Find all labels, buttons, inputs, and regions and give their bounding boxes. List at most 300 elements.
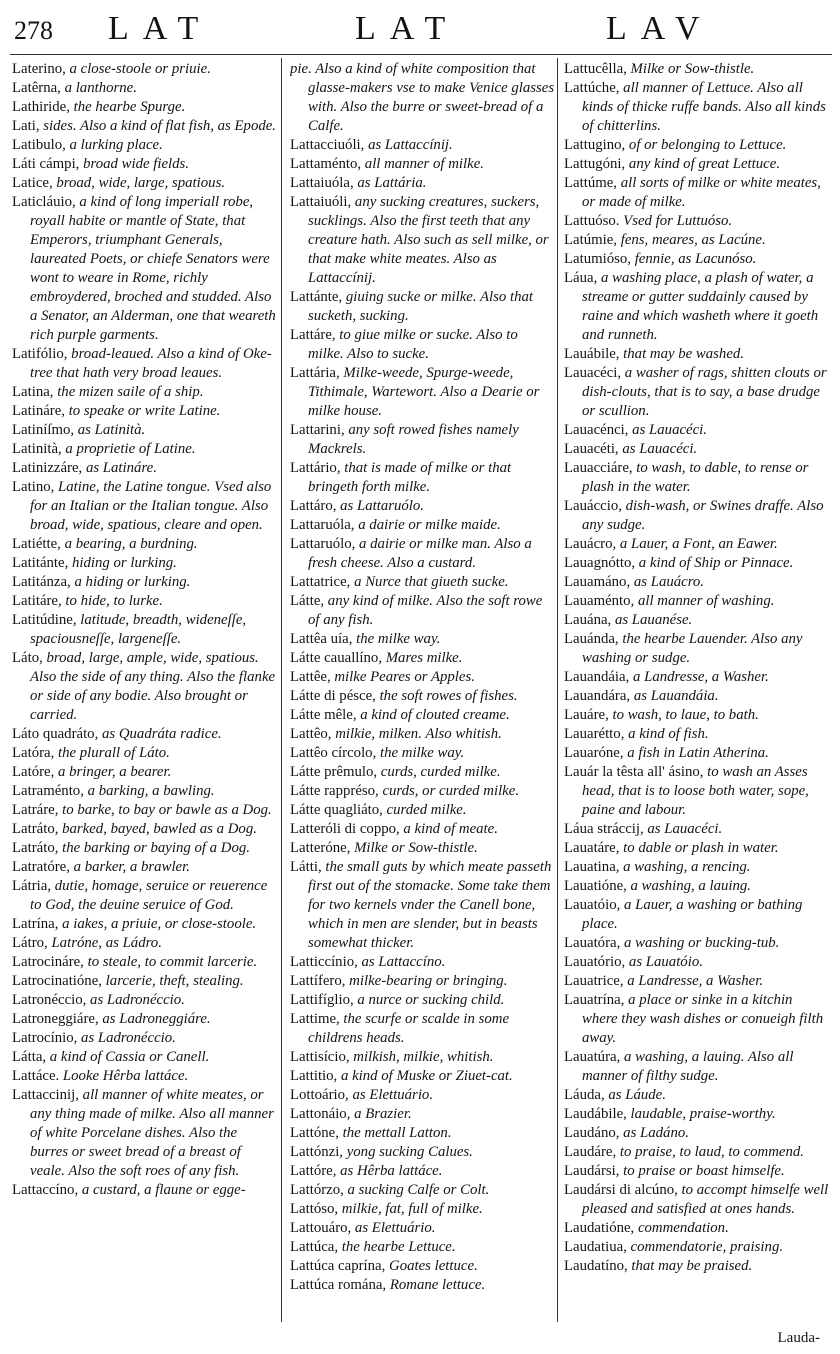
dictionary-entry bbox=[564, 174, 829, 212]
entry-headword: Laterino, bbox=[12, 61, 66, 77]
entry-definition: to giue milke or sucke. Also to milke. Also to sucke. bbox=[308, 327, 518, 362]
entry-headword: Lauáre, bbox=[564, 707, 609, 723]
dictionary-entry bbox=[12, 1029, 277, 1048]
entry-definition: a dairie or milke maide. bbox=[354, 517, 501, 533]
dictionary-entry bbox=[564, 896, 829, 934]
dictionary-entry bbox=[564, 60, 829, 79]
dictionary-entry bbox=[290, 725, 555, 744]
dictionary-entry bbox=[12, 991, 277, 1010]
entry-definition: Milke or Sow-thistle. bbox=[350, 840, 478, 856]
dictionary-entry bbox=[290, 1086, 555, 1105]
entry-headword: Latráto, bbox=[12, 821, 59, 837]
dictionary-entry bbox=[564, 1048, 829, 1086]
entry-headword: Láto quadráto, bbox=[12, 726, 99, 742]
dictionary-entry bbox=[290, 1276, 555, 1295]
entry-headword: Lauatóra, bbox=[564, 935, 621, 951]
dictionary-entry bbox=[564, 592, 829, 611]
entry-headword: Láua stráccij, bbox=[564, 821, 644, 837]
entry-headword: Lattaruóla, bbox=[290, 517, 355, 533]
dictionary-entry bbox=[290, 288, 555, 326]
entry-definition: a kind of long imperiall robe, royall habite or mantle of State, that Emperors, triumphant Generals, laureated Poets, or chiefe Senators were wont to weare in Rome, richly embroydered, broched and studded. Also a Senator, an Alderman, one that weareth rich purple garments. bbox=[30, 194, 276, 343]
entry-headword: Latráre, bbox=[12, 802, 59, 818]
entry-definition: to dable or plash in water. bbox=[619, 840, 779, 856]
entry-headword: Lattitio, bbox=[290, 1068, 338, 1084]
dictionary-entry bbox=[290, 326, 555, 364]
entry-headword: Latrína, bbox=[12, 916, 59, 932]
entry-definition: a washer of rags, shitten clouts or dish-clouts, that is to say, a base drudge or scullion. bbox=[582, 365, 827, 419]
entry-definition: dutie, homage, seruice or reuerence to God, the deuine seruice of God. bbox=[30, 878, 268, 913]
dictionary-entry bbox=[564, 345, 829, 364]
column-divider-1 bbox=[281, 58, 282, 1322]
dictionary-entry bbox=[12, 744, 277, 763]
entry-definition: a washing, a lauing. Also all manner of filthy sudge. bbox=[582, 1049, 794, 1084]
dictionary-entry bbox=[12, 117, 277, 136]
column-2 bbox=[290, 60, 555, 1330]
dictionary-entry bbox=[290, 782, 555, 801]
entry-definition: the soft rowes of fishes. bbox=[375, 688, 518, 704]
entry-headword: Lattaruólo, bbox=[290, 536, 356, 552]
dictionary-entry bbox=[12, 611, 277, 649]
entry-headword: Latratóre, bbox=[12, 859, 70, 875]
dictionary-entry bbox=[564, 991, 829, 1048]
entry-definition: as Latinità. bbox=[74, 422, 146, 438]
entry-headword: Lattugino, bbox=[564, 137, 626, 153]
entry-definition: as Quadráta radice. bbox=[98, 726, 222, 742]
entry-headword: Lauáccio, bbox=[564, 498, 622, 514]
entry-headword: Lattonáio, bbox=[290, 1106, 351, 1122]
entry-headword: Latóre, bbox=[12, 764, 55, 780]
entry-headword: Lattêo, bbox=[290, 726, 332, 742]
entry-definition: a lanthorne. bbox=[60, 80, 137, 96]
entry-definition: the small guts by which meate passeth first out of the stomacke. Some take them for two kernels vnder the Canell bone, which in men are slender, but in beasts somewhat thicker. bbox=[308, 859, 552, 951]
entry-definition: as Latináre. bbox=[82, 460, 157, 476]
entry-headword: Laudatiua, bbox=[564, 1239, 627, 1255]
running-head-right: LAV bbox=[606, 10, 714, 47]
entry-headword: Latroneggiáre, bbox=[12, 1011, 99, 1027]
dictionary-entry bbox=[290, 592, 555, 630]
entry-definition: milkish, milkie, whitish. bbox=[349, 1049, 494, 1065]
entry-definition: a lurking place. bbox=[65, 137, 163, 153]
entry-definition: a kind of Cassia or Canell. bbox=[46, 1049, 210, 1065]
entry-headword: Lattúca, bbox=[290, 1239, 339, 1255]
dictionary-entry bbox=[290, 858, 555, 953]
dictionary-entry bbox=[290, 630, 555, 649]
entry-definition: as Lattaruólo. bbox=[336, 498, 424, 514]
entry-headword: Latraménto, bbox=[12, 783, 84, 799]
dictionary-entry bbox=[564, 611, 829, 630]
dictionary-entry bbox=[290, 516, 555, 535]
entry-definition: all manner of white meates, or any thing made of milke. Also all manner of white Porcelane dishes. Also the burres or sweet bread of a breast of veale. Also the soft roes of any fish. bbox=[30, 1087, 274, 1179]
dictionary-entry bbox=[564, 364, 829, 421]
entry-definition: to steale, to commit larcerie. bbox=[83, 954, 258, 970]
dictionary-entry bbox=[290, 136, 555, 155]
entry-definition: a Lauer, a Font, an Eawer. bbox=[616, 536, 778, 552]
dictionary-entry bbox=[564, 79, 829, 136]
dictionary-entry bbox=[564, 668, 829, 687]
entry-headword: Laudársi, bbox=[564, 1163, 620, 1179]
entry-headword: Lattóne, bbox=[290, 1125, 339, 1141]
entry-definition: latitude, breadth, wideneſſe, spaciousneſſe, largeneſſe. bbox=[30, 612, 247, 647]
entry-definition: as Lattaccíno. bbox=[357, 954, 446, 970]
entry-headword: Látti, bbox=[290, 859, 322, 875]
entry-headword: Lattifíglio, bbox=[290, 992, 354, 1008]
dictionary-entry bbox=[12, 60, 277, 79]
entry-definition: as Ladáno. bbox=[619, 1125, 689, 1141]
dictionary-entry bbox=[12, 402, 277, 421]
entry-definition: all manner of Lettuce. Also all kinds of thicke ruffe bands. Also all kinds of chitterlins. bbox=[582, 80, 826, 134]
entry-headword: Lati, bbox=[12, 118, 40, 134]
entry-headword: Látro, bbox=[12, 935, 48, 951]
dictionary-entry bbox=[290, 1238, 555, 1257]
dictionary-entry bbox=[290, 1105, 555, 1124]
entry-definition: a Lauer, a washing or bathing place. bbox=[582, 897, 803, 932]
dictionary-entry bbox=[564, 725, 829, 744]
entry-definition: any soft rowed fishes namely Mackrels. bbox=[308, 422, 519, 457]
entry-definition: pie. Also a kind of white composition that glasse-makers vse to make Venice glasses with. Also the burre or sweet-bread of a Calfe. bbox=[290, 61, 555, 134]
entry-headword: Lattúca caprína, bbox=[290, 1258, 386, 1274]
entry-headword: Lattóre, bbox=[290, 1163, 337, 1179]
entry-headword: Lattacciuóli, bbox=[290, 137, 365, 153]
entry-definition: dish-wash, or Swines draffe. Also any sudge. bbox=[582, 498, 824, 533]
dictionary-entry bbox=[290, 801, 555, 820]
dictionary-entry bbox=[12, 915, 277, 934]
entry-headword: Laudatíno, bbox=[564, 1258, 628, 1274]
entry-definition: any kind of milke. Also the soft rowe of any fish. bbox=[308, 593, 543, 628]
dictionary-entry bbox=[564, 421, 829, 440]
entry-definition: the hearbe Lauender. Also any washing or sudge. bbox=[582, 631, 803, 666]
entry-definition: Vsed for Luttuóso. bbox=[619, 213, 733, 229]
entry-definition: that is made of milke or that bringeth forth milke. bbox=[308, 460, 512, 495]
dictionary-entry bbox=[564, 687, 829, 706]
entry-definition: all manner of milke. bbox=[361, 156, 484, 172]
entry-definition: a dairie or milke man. Also a fresh cheese. Also a custard. bbox=[308, 536, 532, 571]
entry-definition: as Lauanése. bbox=[611, 612, 693, 628]
dictionary-entry bbox=[12, 383, 277, 402]
entry-headword: Lauandáia, bbox=[564, 669, 630, 685]
entry-headword: Latrocináre, bbox=[12, 954, 84, 970]
entry-headword: Lauácro, bbox=[564, 536, 617, 552]
entry-definition: hiding or lurking. bbox=[68, 555, 177, 571]
dictionary-entry bbox=[290, 193, 555, 288]
entry-headword: Lattaménto, bbox=[290, 156, 362, 172]
dictionary-entry bbox=[290, 497, 555, 516]
entry-definition: a washing, a rencing. bbox=[619, 859, 751, 875]
entry-headword: Lattaccíno, bbox=[12, 1182, 79, 1198]
dictionary-entry bbox=[12, 972, 277, 991]
entry-definition: laudable, praise-worthy. bbox=[626, 1106, 776, 1122]
entry-headword: Látta, bbox=[12, 1049, 47, 1065]
entry-definition: to barke, to bay or bawle as a Dog. bbox=[58, 802, 272, 818]
catchword: Lauda- bbox=[777, 1330, 820, 1346]
dictionary-entry bbox=[564, 877, 829, 896]
entry-definition: to wash, to dable, to rense or plash in the water. bbox=[582, 460, 809, 495]
dictionary-entry bbox=[12, 345, 277, 383]
dictionary-entry bbox=[12, 554, 277, 573]
dictionary-entry bbox=[290, 573, 555, 592]
entry-headword: Latitánza, bbox=[12, 574, 71, 590]
entry-headword: Lattúca románа, bbox=[290, 1277, 387, 1293]
entry-definition: that may be washed. bbox=[619, 346, 744, 362]
dictionary-entry bbox=[12, 440, 277, 459]
entry-headword: Lauacéci, bbox=[564, 365, 622, 381]
dictionary-entry bbox=[290, 60, 555, 136]
entry-headword: Latice, bbox=[12, 175, 53, 191]
entry-definition: Goates lettuce. bbox=[385, 1258, 478, 1274]
dictionary-entry bbox=[12, 193, 277, 345]
dictionary-entry bbox=[290, 174, 555, 193]
entry-headword: Látte rappréso, bbox=[290, 783, 379, 799]
entry-definition: barked, bayed, bawled as a Dog. bbox=[58, 821, 257, 837]
entry-definition: as Lattária. bbox=[353, 175, 427, 191]
entry-headword: Lauacciáre, bbox=[564, 460, 633, 476]
entry-headword: Lauamáno, bbox=[564, 574, 631, 590]
entry-definition: as Lattaccínij. bbox=[364, 137, 453, 153]
dictionary-entry bbox=[12, 421, 277, 440]
dictionary-entry bbox=[564, 573, 829, 592]
entry-headword: Latêrna, bbox=[12, 80, 61, 96]
entry-definition: fennie, as Lacunóso. bbox=[631, 251, 757, 267]
entry-definition: a iakes, a priuie, or close-stoole. bbox=[58, 916, 257, 932]
dictionary-entry bbox=[564, 1181, 829, 1219]
entry-definition: Latróne, as Ládro. bbox=[47, 935, 162, 951]
dictionary-entry bbox=[564, 1219, 829, 1238]
entry-definition: as Ladronéccio. bbox=[77, 1030, 176, 1046]
entry-headword: Lattucêlla, bbox=[564, 61, 627, 77]
entry-definition: as Elettuário. bbox=[348, 1087, 434, 1103]
entry-headword: Lattáre, bbox=[290, 327, 336, 343]
entry-definition: as Lauácro. bbox=[630, 574, 705, 590]
entry-headword: Lauánda, bbox=[564, 631, 619, 647]
entry-definition: fens, meares, as Lacúne. bbox=[617, 232, 766, 248]
dictionary-entry bbox=[564, 763, 829, 820]
dictionary-entry bbox=[290, 668, 555, 687]
dictionary-entry bbox=[564, 972, 829, 991]
entry-definition: milke-bearing or bringing. bbox=[345, 973, 508, 989]
entry-headword: Laudatióne, bbox=[564, 1220, 635, 1236]
dictionary-entry bbox=[564, 820, 829, 839]
entry-headword: Lauána, bbox=[564, 612, 612, 628]
entry-definition: the mizen saile of a ship. bbox=[53, 384, 204, 400]
entry-headword: Lattêo círcolo, bbox=[290, 745, 377, 761]
entry-definition: the scurfe or scalde in some childrens heads. bbox=[308, 1011, 510, 1046]
entry-headword: Latiníſmo, bbox=[12, 422, 75, 438]
entry-headword: Látria, bbox=[12, 878, 52, 894]
entry-headword: Lattário, bbox=[290, 460, 341, 476]
entry-definition: any sucking creatures, suckers, sucklings. Also the first teeth that any creature hath. Also such as sell milke, or that make white meates. Also as Lattaccínij. bbox=[308, 194, 549, 286]
dictionary-entry bbox=[290, 1200, 555, 1219]
entry-headword: Lauatina, bbox=[564, 859, 620, 875]
entry-headword: Lattóso, bbox=[290, 1201, 339, 1217]
dictionary-entry bbox=[564, 212, 829, 231]
running-head-center: LAT bbox=[355, 10, 460, 47]
entry-definition: to wash, to laue, to bath. bbox=[608, 707, 759, 723]
entry-headword: Lattánte, bbox=[290, 289, 343, 305]
dictionary-entry bbox=[564, 1143, 829, 1162]
entry-headword: Latronéccio, bbox=[12, 992, 87, 1008]
entry-definition: a proprietie of Latine. bbox=[61, 441, 196, 457]
entry-headword: Lauaróne, bbox=[564, 745, 624, 761]
entry-definition: a Landresse, a Washer. bbox=[623, 973, 764, 989]
entry-headword: Látte quagliáto, bbox=[290, 802, 383, 818]
entry-definition: a hiding or lurking. bbox=[70, 574, 191, 590]
entry-headword: Lattórzo, bbox=[290, 1182, 344, 1198]
dictionary-entry bbox=[564, 1257, 829, 1276]
entry-headword: Lauatáre, bbox=[564, 840, 620, 856]
entry-definition: a Landresse, a Washer. bbox=[629, 669, 769, 685]
entry-headword: Lattífero, bbox=[290, 973, 346, 989]
dictionary-entry bbox=[564, 630, 829, 668]
entry-headword: Latrocínio, bbox=[12, 1030, 78, 1046]
dictionary-entry bbox=[564, 1238, 829, 1257]
entry-headword: Latinizzáre, bbox=[12, 460, 83, 476]
dictionary-entry bbox=[12, 573, 277, 592]
entry-headword: Lattuóso. bbox=[564, 213, 620, 229]
entry-headword: Latibulo, bbox=[12, 137, 66, 153]
dictionary-entry bbox=[12, 858, 277, 877]
entry-definition: a kind of Ship or Pinnace. bbox=[635, 555, 794, 571]
entry-definition: all sorts of milke or white meates, or made of milke. bbox=[582, 175, 821, 210]
entry-definition: a bearing, a burdning. bbox=[60, 536, 198, 552]
entry-headword: Lattaiuóla, bbox=[290, 175, 354, 191]
entry-definition: as Láude. bbox=[604, 1087, 666, 1103]
dictionary-entry bbox=[290, 1048, 555, 1067]
dictionary-entry bbox=[290, 1010, 555, 1048]
entry-headword: Latinità, bbox=[12, 441, 62, 457]
entry-headword: Lattáce. bbox=[12, 1068, 60, 1084]
dictionary-entry bbox=[290, 535, 555, 573]
dictionary-entry bbox=[290, 953, 555, 972]
entry-headword: Látte cauallíno, bbox=[290, 650, 383, 666]
dictionary-entry bbox=[12, 934, 277, 953]
entry-headword: Lauábile, bbox=[564, 346, 620, 362]
entry-headword: Lattaccinij, bbox=[12, 1087, 79, 1103]
dictionary-entry bbox=[564, 497, 829, 535]
dictionary-entry bbox=[12, 1086, 277, 1181]
entry-definition: any kind of great Lettuce. bbox=[625, 156, 781, 172]
entry-headword: Lattáro, bbox=[290, 498, 337, 514]
entry-definition: Milke or Sow-thistle. bbox=[626, 61, 755, 77]
entry-headword: Lattarini, bbox=[290, 422, 345, 438]
entry-headword: Látte di pésce, bbox=[290, 688, 376, 704]
entry-definition: all manner of washing. bbox=[634, 593, 775, 609]
dictionary-entry bbox=[564, 1086, 829, 1105]
entry-definition: the barking or baying of a Dog. bbox=[58, 840, 250, 856]
entry-definition: a place or sinke in a kitchin where they wash dishes or conueigh filth away. bbox=[582, 992, 824, 1046]
entry-headword: Latrocinatióne, bbox=[12, 973, 102, 989]
dictionary-entry bbox=[290, 364, 555, 421]
dictionary-entry bbox=[564, 231, 829, 250]
dictionary-entry bbox=[12, 763, 277, 782]
entry-definition: milkie, fat, full of milke. bbox=[338, 1201, 483, 1217]
column-3 bbox=[564, 60, 829, 1330]
dictionary-entry bbox=[290, 155, 555, 174]
entry-headword: Lattatrice, bbox=[290, 574, 351, 590]
entry-definition: a Nurce that giueth sucke. bbox=[350, 574, 509, 590]
entry-headword: Lattónzi, bbox=[290, 1144, 344, 1160]
dictionary-entry bbox=[12, 1048, 277, 1067]
dictionary-entry bbox=[290, 1162, 555, 1181]
entry-headword: Lattugóni, bbox=[564, 156, 626, 172]
dictionary-entry bbox=[12, 782, 277, 801]
entry-definition: giuing sucke or milke. Also that sucketh, sucking. bbox=[308, 289, 534, 324]
entry-headword: Laudársi di alcúno, bbox=[564, 1182, 678, 1198]
entry-headword: Látte prêmulo, bbox=[290, 764, 378, 780]
dictionary-entry bbox=[564, 953, 829, 972]
entry-headword: Laudáre, bbox=[564, 1144, 617, 1160]
dictionary-entry bbox=[564, 744, 829, 763]
dictionary-entry bbox=[564, 839, 829, 858]
entry-definition: Romane lettuce. bbox=[386, 1277, 486, 1293]
entry-definition: a kind of clouted creame. bbox=[356, 707, 510, 723]
entry-headword: Laudábile, bbox=[564, 1106, 627, 1122]
entry-definition: a washing place, a plash of water, a streame or gutter suddainly caused by raine and which washeth where it goeth and runneth. bbox=[582, 270, 819, 343]
entry-headword: Lauacénci, bbox=[564, 422, 629, 438]
dictionary-entry bbox=[290, 972, 555, 991]
dictionary-entry bbox=[564, 554, 829, 573]
dictionary-entry bbox=[290, 649, 555, 668]
entry-definition: a fish in Latin Atherina. bbox=[623, 745, 769, 761]
entry-definition: as Ladroneggiáre. bbox=[98, 1011, 211, 1027]
entry-definition: a barker, a brawler. bbox=[69, 859, 190, 875]
entry-headword: Latteróli di coppo, bbox=[290, 821, 400, 837]
entry-definition: commendatorie, praising. bbox=[626, 1239, 784, 1255]
entry-headword: Lauatióne, bbox=[564, 878, 627, 894]
column-1 bbox=[12, 60, 277, 1330]
dictionary-entry bbox=[12, 839, 277, 858]
entry-definition: as Lauatóio. bbox=[625, 954, 703, 970]
entry-definition: sides. Also a kind of flat fish, as Epode. bbox=[39, 118, 277, 134]
entry-definition: to speake or write Latine. bbox=[65, 403, 221, 419]
entry-definition: Milke-weede, Spurge-weede, Tithimale, Wartewort. Also a Dearie or milke house. bbox=[308, 365, 540, 419]
dictionary-entry bbox=[290, 706, 555, 725]
entry-headword: Lattouáro, bbox=[290, 1220, 352, 1236]
dictionary-entry bbox=[12, 1010, 277, 1029]
dictionary-entry bbox=[564, 1124, 829, 1143]
entry-headword: Lauaménto, bbox=[564, 593, 635, 609]
entry-definition: curds, or curded milke. bbox=[378, 783, 520, 799]
entry-headword: Lauár la têsta all' ásino, bbox=[564, 764, 704, 780]
entry-headword: Latumióso, bbox=[564, 251, 631, 267]
dictionary-entry bbox=[564, 136, 829, 155]
entry-definition: the plurall of Láto. bbox=[54, 745, 170, 761]
dictionary-entry bbox=[12, 820, 277, 839]
dictionary-entry bbox=[290, 1067, 555, 1086]
entry-definition: the milke way. bbox=[352, 631, 441, 647]
entry-definition: as Elettuário. bbox=[351, 1220, 436, 1236]
entry-definition: Mares milke. bbox=[382, 650, 463, 666]
dictionary-entry bbox=[564, 155, 829, 174]
entry-headword: Lattisício, bbox=[290, 1049, 350, 1065]
dictionary-entry bbox=[12, 478, 277, 535]
entry-definition: curded milke. bbox=[382, 802, 467, 818]
dictionary-entry bbox=[12, 649, 277, 725]
entry-definition: broad wide fields. bbox=[79, 156, 189, 172]
entry-headword: Latóra, bbox=[12, 745, 55, 761]
entry-definition: the hearbe Lettuce. bbox=[338, 1239, 456, 1255]
entry-headword: Lauagnótto, bbox=[564, 555, 636, 571]
entry-headword: Laudáno, bbox=[564, 1125, 620, 1141]
dictionary-entry bbox=[12, 953, 277, 972]
entry-definition: to accompt himselfe well pleased and satisfied at ones hands. bbox=[582, 1182, 829, 1217]
column-divider-2 bbox=[557, 58, 558, 1322]
entry-definition: of or belonging to Lettuce. bbox=[625, 137, 787, 153]
entry-headword: Lattária, bbox=[290, 365, 340, 381]
dictionary-entry bbox=[12, 174, 277, 193]
entry-headword: Lauatório, bbox=[564, 954, 626, 970]
dictionary-entry bbox=[290, 839, 555, 858]
entry-definition: the mettall Latton. bbox=[338, 1125, 452, 1141]
entry-definition: a close-stoole or priuie. bbox=[65, 61, 211, 77]
